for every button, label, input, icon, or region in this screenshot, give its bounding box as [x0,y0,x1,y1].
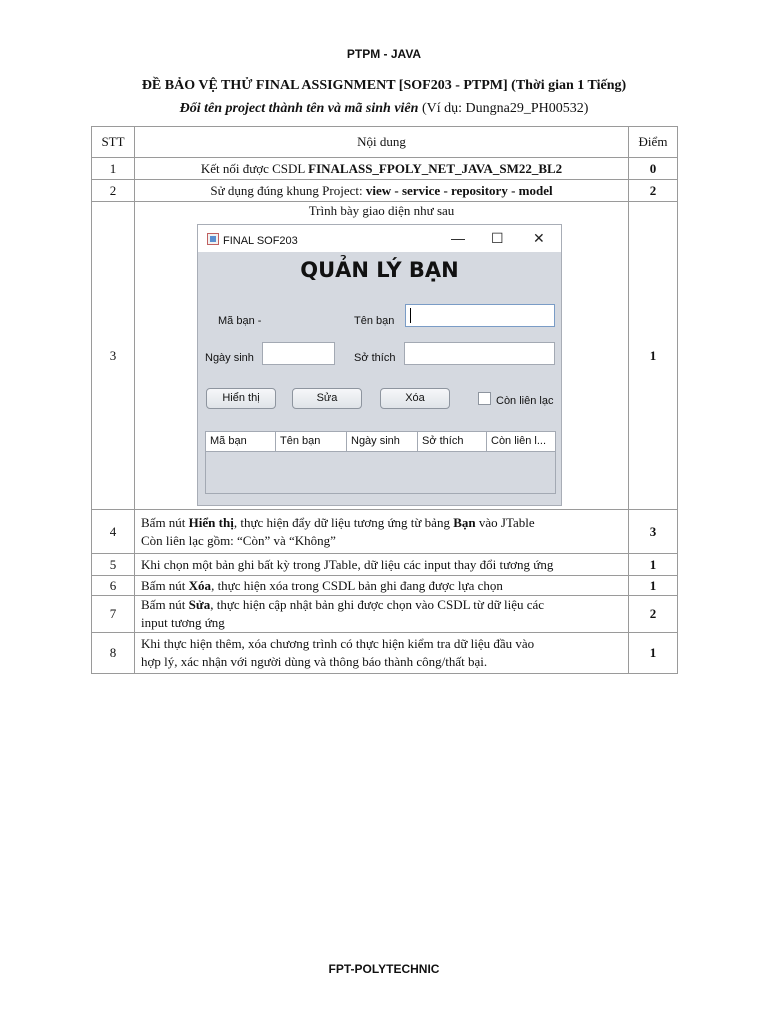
grading-table [91,126,678,674]
document-subtitle [0,101,768,117]
page-header: PTPM - JAVA [346,47,422,61]
jtable-mockup[interactable] [205,431,556,494]
con-lien-lac-checkbox[interactable] [478,392,491,405]
row-text: Sử dụng đúng khung Project: [210,182,366,198]
form-heading: QUẢN LÝ BẠN [300,258,459,282]
row-bold-text: Hiển thị [188,514,234,530]
row-line [141,514,622,532]
row-score: 2 [629,596,678,633]
row-stt: 8 [92,633,135,674]
table-row [92,554,678,576]
row-text: Bấm nút [141,514,189,530]
ten-ban-label: Tên bạn [354,315,395,327]
column-header[interactable]: Tên bạn [276,432,347,451]
window-titlebar [198,225,561,252]
row-content [135,633,629,674]
edit-button[interactable]: Sửa [292,388,362,409]
row-stt: 3 [92,202,135,510]
row-text: Kết nối được CSDL [200,160,309,176]
row-text: , thực hiện xóa trong CSDL bản ghi đang được lựa chọn [211,577,503,593]
table-row [92,202,678,510]
row-stt: 4 [92,510,135,554]
ten-ban-input[interactable] [405,304,555,327]
show-button[interactable]: Hiển thị [206,388,276,409]
row-bold-text: Bạn [453,514,476,530]
table-row [92,158,678,180]
row-score: 1 [629,576,678,596]
header-content: Nội dung [135,127,629,158]
row-line-2: hợp lý, xác nhận với người dùng và thông báo thành công/thất bại. [141,654,488,669]
row-bold-text: Sửa [188,597,211,612]
column-header[interactable]: Ngày sinh [347,432,418,451]
row-score: 3 [629,510,678,554]
row-content [135,158,629,180]
so-thich-label: Sở thích [354,352,396,364]
column-header[interactable]: Mã bạn [206,432,276,451]
row-text: Bấm nút [141,597,189,612]
close-icon[interactable]: ✕ [533,230,545,246]
java-app-icon [207,233,219,245]
row-line-2: input tương ứng [141,615,225,630]
text-caret [410,308,411,323]
table-row [92,633,678,674]
column-header[interactable]: Sở thích [418,432,487,451]
jtable-header [206,432,555,452]
row-stt: 6 [92,576,135,596]
row-line: Khi thực hiện thêm, xóa chương trình có thực hiện kiểm tra dữ liệu đầu vào [141,636,535,651]
row-content [135,202,629,510]
row-line-2: Còn liên lạc gồm: “Còn” và “Không” [141,532,336,548]
row-text: , thực hiện đẩy dữ liệu tương ứng từ bảng [233,514,454,530]
swing-window-mockup [197,224,562,506]
table-row [92,576,678,596]
page-footer: FPT-POLYTECHNIC [328,962,440,976]
row-content [135,510,629,554]
window-title: FINAL SOF203 [223,235,298,247]
row-stt: 5 [92,554,135,576]
row-score: 1 [629,202,678,510]
minimize-icon[interactable]: — [451,230,465,246]
table-row [92,596,678,633]
row-content [135,596,629,633]
row-score: 1 [629,554,678,576]
ngay-sinh-input[interactable] [262,342,335,365]
subtitle-rest: (Ví dụ: Dungna29_PH00532) [418,101,589,116]
table-row [92,510,678,554]
row-stt: 2 [92,180,135,202]
row-score: 2 [629,180,678,202]
ui-caption: Trình bày giao diện như sau [308,203,455,218]
row-bold-text: view - service - repository - model [365,182,553,198]
row-text: Bấm nút [141,577,189,593]
maximize-icon[interactable]: ☐ [491,230,504,246]
document-title: ĐỀ BẢO VỆ THỬ FINAL ASSIGNMENT [SOF203 - PTPM] (Thời gian 1 Tiếng) [141,78,627,93]
row-content: Khi chọn một bản ghi bất kỳ trong JTable, dữ liệu các input thay đổi tương ứng [135,554,629,576]
row-content [135,180,629,202]
ngay-sinh-label: Ngày sinh [205,352,254,364]
con-lien-lac-label: Còn liên lạc [496,395,554,407]
table-row [92,180,678,202]
row-stt: 1 [92,158,135,180]
header-score: Điểm [629,127,678,158]
row-line [141,596,622,614]
row-score: 1 [629,633,678,674]
ma-ban-label: Mã bạn - [218,315,262,327]
row-text: vào JTable [475,514,535,530]
row-stt: 7 [92,596,135,633]
table-header-row [92,127,678,158]
header-stt: STT [92,127,135,158]
subtitle-bold: Đổi tên project thành tên và mã sinh viên [179,101,419,116]
jtable-body[interactable] [206,452,555,493]
delete-button[interactable]: Xóa [380,388,450,409]
row-bold-text: FINALASS_FPOLY_NET_JAVA_SM22_BL2 [308,160,563,176]
row-score: 0 [629,158,678,180]
row-text: , thực hiện cập nhật bản ghi được chọn vào CSDL từ dữ liệu các [210,597,545,612]
row-content [135,576,629,596]
so-thich-input[interactable] [404,342,555,365]
column-header[interactable]: Còn liên l... [491,435,547,447]
row-bold-text: Xóa [188,577,212,593]
